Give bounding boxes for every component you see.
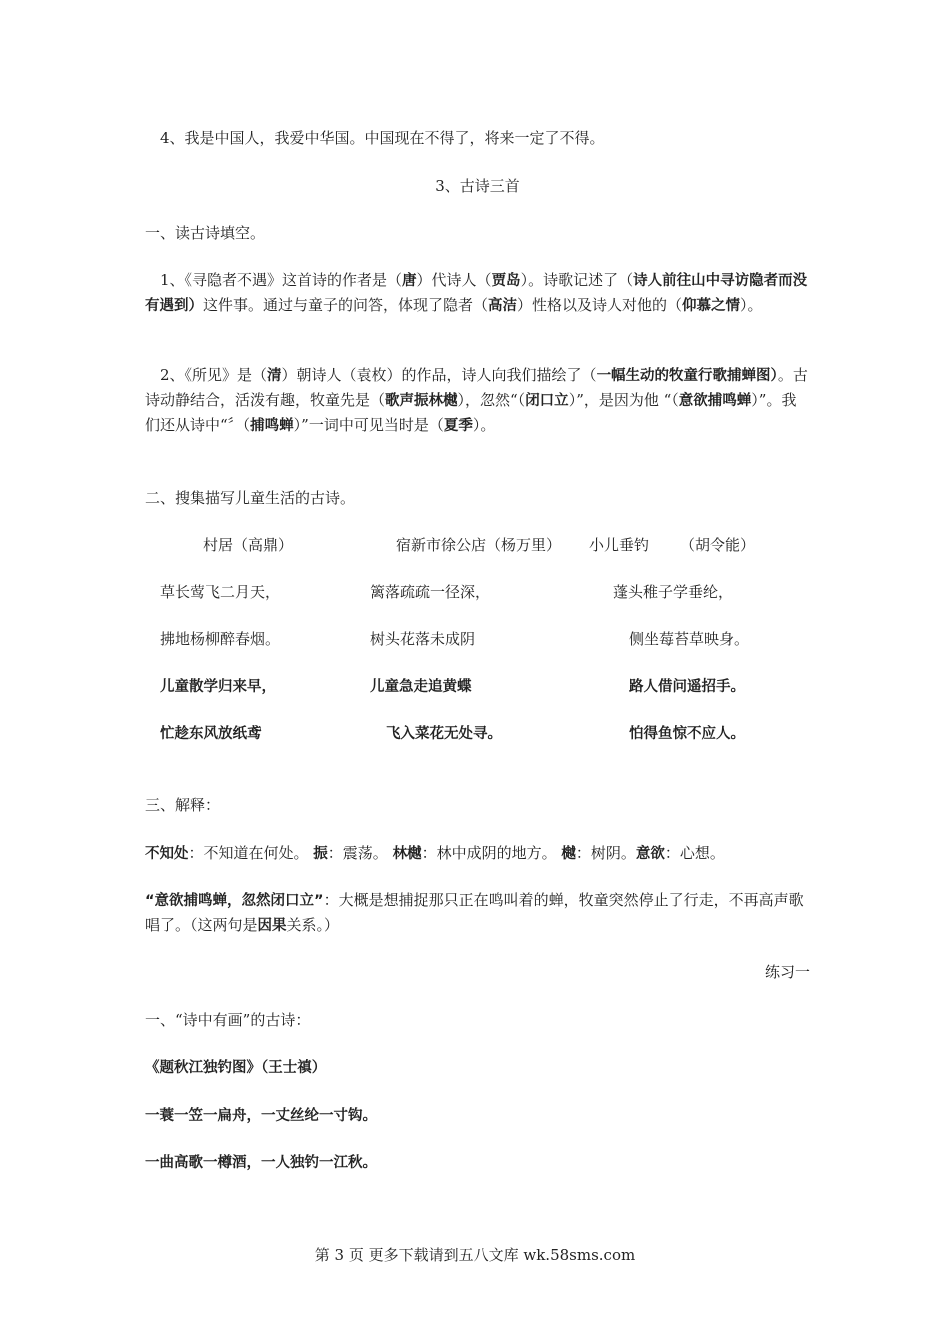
poem2-title: 宿新市徐公店（杨万里） [396, 536, 562, 554]
explanation-paragraph: “意欲捕鸣蝉，忽然闭口立”：大概是想捕捉那只正在鸣叫着的蝉，牧童突然停止了行走，不再高声歌唱了。（这两句是因果关系。） [145, 891, 804, 934]
quote-line: 4、我是中国人，我爱中华国。中国现在不得了，将来一定了不得。 [160, 129, 605, 147]
poem3-author: （胡令能） [680, 536, 756, 554]
poem2-line: 儿童急走追黄蝶 [370, 679, 472, 695]
poem1-line: 拂地杨柳醉春烟。 [160, 630, 281, 648]
section2-heading: 二、搜集描写儿童生活的古诗。 [145, 489, 356, 507]
exercise-poem-title: 《题秋江独钓图》（王士禛） [145, 1060, 327, 1076]
poem1-line: 忙趁东风放纸鸢 [160, 726, 262, 742]
poem3-title: 小儿垂钓 [589, 536, 650, 554]
exercise-heading: 一、“诗中有画”的古诗： [145, 1011, 311, 1029]
poem1-line: 儿童散学归来早， [160, 679, 276, 695]
poem3-line: 蓬头稚子学垂纶， [613, 583, 734, 601]
poem2-line: 飞入菜花无处寻。 [386, 726, 502, 742]
section1-heading: 一、读古诗填空。 [145, 224, 266, 242]
question-1: 1、《寻隐者不遇》这首诗的作者是（唐）代诗人（贾岛）。诗歌记述了（诗人前往山中寻访隐者而没有遇到）这件事。通过与童子的问答，体现了隐者（高洁）性格以及诗人对他的（仰慕之情）。 [145, 271, 808, 314]
poem1-title: 村居（高鼎） [203, 536, 294, 554]
question-2: 2、《所见》是（清）朝诗人（袁枚）的作品，诗人向我们描绘了（一幅生动的牧童行歌捕蝉图）。古诗动静结合，活泼有趣，牧童先是（歌声振林樾），忽然“（闭口立）”，是因为他 “（意欲捕鸣蝉）”。我们还从诗中“〞（捕鸣蝉）”一词中可见当时是（夏季）。 [145, 366, 808, 434]
poem2-line: 篱落疏疏一径深， [370, 583, 491, 601]
lesson-title: 3、古诗三首 [435, 177, 520, 195]
definitions-line: 不知处：不知道在何处。 振：震荡。 林樾：林中成阴的地方。 樾：树阴。意欲：心想。 [145, 844, 725, 862]
section3-heading: 三、解释： [145, 796, 221, 814]
poem3-line: 侧坐莓苔草映身。 [629, 630, 750, 648]
page-footer: 第 3 页 更多下载请到五八文库 wk.58sms.com [314, 1246, 636, 1264]
exercise-poem-line: 一蓑一笠一扁舟，一丈丝纶一寸钩。 [145, 1108, 377, 1124]
poem3-line: 路人借问遥招手。 [629, 679, 745, 695]
poem3-line: 怕得鱼惊不应人。 [629, 726, 745, 742]
poem2-line: 树头花落未成阴 [370, 630, 476, 648]
exercise-poem-line: 一曲高歌一樽酒，一人独钓一江秋。 [145, 1155, 377, 1171]
poem1-line: 草长莺飞二月天， [160, 583, 281, 601]
exercise-label: 练习一 [764, 963, 810, 981]
